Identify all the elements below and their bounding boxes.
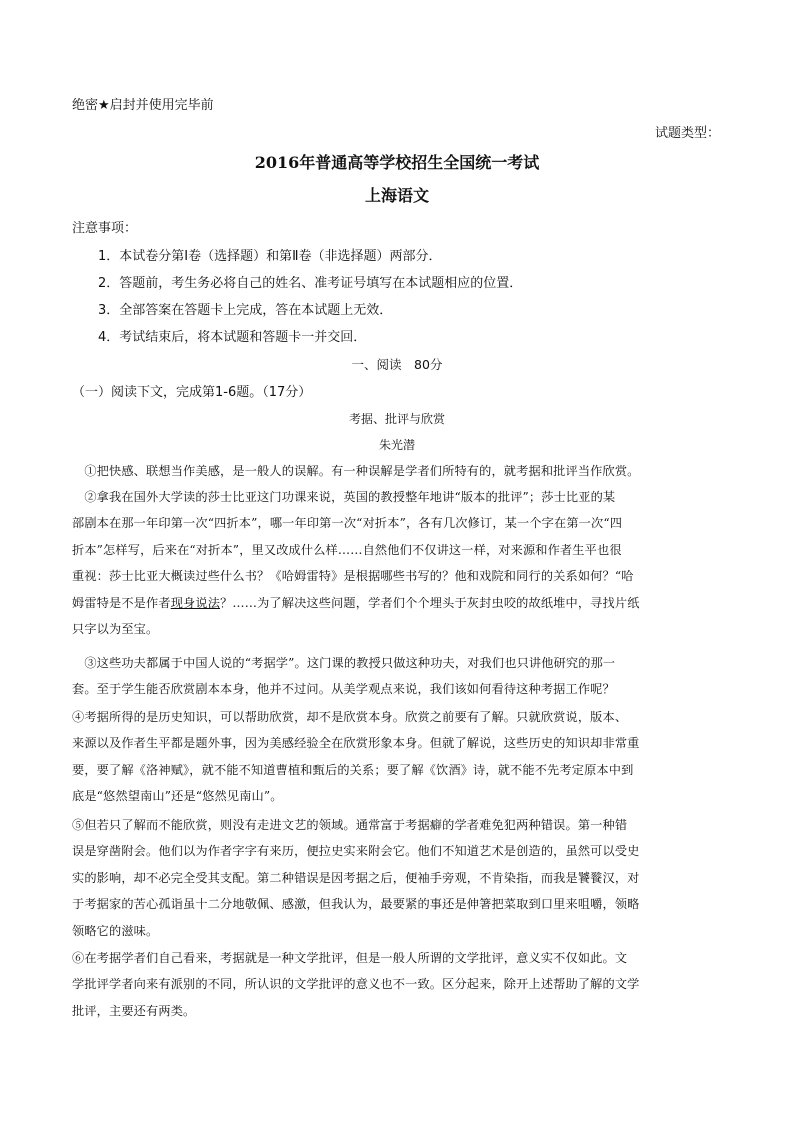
- paragraph-3: [72, 650, 724, 703]
- paragraph-line: ②拿我在国外大学读的莎士比亚这门功课来说，英国的教授整年地讲“版本的批评”；莎士比亚的某: [72, 490, 616, 504]
- paragraph-line: ①把快感、联想当作美感，是一般人的误解。有一种误解是学者们所特有的，就考据和批评当作欣赏。: [72, 464, 640, 478]
- note-item: 1．本试卷分第Ⅰ卷（选择题）和第Ⅱ卷（非选择题）两部分．: [98, 249, 442, 264]
- paragraph-line: 来源以及作者生平都是题外事，因为美感经验全在欣赏形象本身。但就了解说，这些历史的知识却非常重: [72, 736, 640, 751]
- paragraph-line: 只字以为至宝。: [72, 621, 159, 636]
- note-item: 4．考试结束后，将本试题和答题卡一并交回．: [98, 330, 367, 345]
- paragraph-line: 学批评学者向来有派别的不同，所认识的文学批评的意义也不一致。区分起来，除开上述帮助了解的文学: [72, 977, 640, 992]
- section-heading: 一、阅读 80分: [351, 357, 443, 372]
- paragraph-line: ③这些功夫都属于中国人说的“考据学”。这门课的教授只做这种功夫，对我们也只讲他研究的那一: [72, 656, 616, 670]
- underlined-phrase: 现身说法: [170, 595, 221, 610]
- paragraph-line: ⑥在考据学者们自己看来，考据就是一种文学批评，但是一般人所谓的文学批评，意义实不仅如此。文: [72, 951, 628, 965]
- paragraph-1: [72, 458, 724, 484]
- question-type-label: 试题类型：: [654, 126, 720, 141]
- exam-title: 2016年普通高等学校招生全国统一考试: [254, 153, 540, 172]
- article-author: 朱光潜: [378, 438, 415, 452]
- paragraph-line: 领略它的滋味。: [72, 923, 159, 938]
- paragraph-line: 套。至于学生能否欣赏剧本本身，他并不过问。从美学观点来说，我们该如何看待这种考据工作呢？: [72, 682, 615, 697]
- paragraph-5: [72, 812, 724, 944]
- paragraph-line: ④考据所得的是历史知识，可以帮助欣赏，却不是欣赏本身。欣赏之前要有了解。只就欣赏说，版本、: [72, 710, 628, 724]
- paragraph-line: 于考据家的苦心孤诣虽十二分地敬佩、感激，但我认为，最要紧的事还是伸箸把菜取到口里来咀嚼，领略: [72, 897, 640, 912]
- confidential-notice: 绝密★启封并使用完毕前: [72, 98, 214, 113]
- reading-instruction: （一）阅读下文，完成第1-6题。（17分）: [72, 385, 312, 400]
- paragraph-line: 底是“悠然望南山”还是“悠然见南山”。: [72, 789, 283, 804]
- paragraph-line: 实的影响，却不必完全受其支配。第二种错误是因考据之后，便袖手旁观，不肯染指，而我是饕餮汉，对: [72, 870, 640, 885]
- article-title: 考据、批评与欣赏: [348, 412, 445, 426]
- paragraph-line: 重视：莎士比亚大概读过些什么书？《哈姆雷特》是根据哪些书写的？他和戏院和同行的关系如何？“哈: [72, 569, 634, 584]
- note-item: 2．答题前，考生务必将自己的姓名、准考证号填写在本试题相应的位置．: [98, 276, 523, 291]
- paragraph-2: [72, 484, 724, 642]
- note-item: 3．全部答案在答题卡上完成，答在本试题上无效．: [98, 303, 393, 318]
- paragraph-line: ⑤但若只了解而不能欣赏，则没有走进文艺的领域。通常富于考据癖的学者难免犯两种错误。第一种错: [72, 818, 628, 832]
- paragraph-line: 误是穿凿附会。他们以为作者字字有来历，便拉史实来附会它。他们不知道艺术是创造的，虽然可以受史: [72, 844, 640, 859]
- exam-subtitle: 上海语文: [364, 186, 429, 205]
- paragraph-line: 批评，主要还有两类。: [72, 1003, 196, 1018]
- paragraph-line-with-underline: 姆雷特是不是作者现身说法？……为了解决这些问题，学者们个个埋头于灰封虫咬的故纸堆中，寻找片纸: [72, 595, 640, 610]
- paragraph-line: 部剧本在那一年印第一次“四折本”，哪一年印第一次“对折本”，各有几次修订，某一个字在第一次“四: [72, 516, 623, 531]
- paragraph-6: [72, 945, 724, 1024]
- notes-heading: 注意事项：: [72, 221, 138, 236]
- paragraph-line: 折本”怎样写，后来在“对折本”，里又改成什么样……自然他们不仅讲这一样，对来源和作者生平也很: [72, 542, 622, 557]
- paragraph-4: [72, 704, 724, 810]
- paragraph-line: 要，要了解《洛神赋》，就不能不知道曹植和甄后的关系；要了解《饮酒》诗，就不能不先考定原本中到: [72, 762, 634, 777]
